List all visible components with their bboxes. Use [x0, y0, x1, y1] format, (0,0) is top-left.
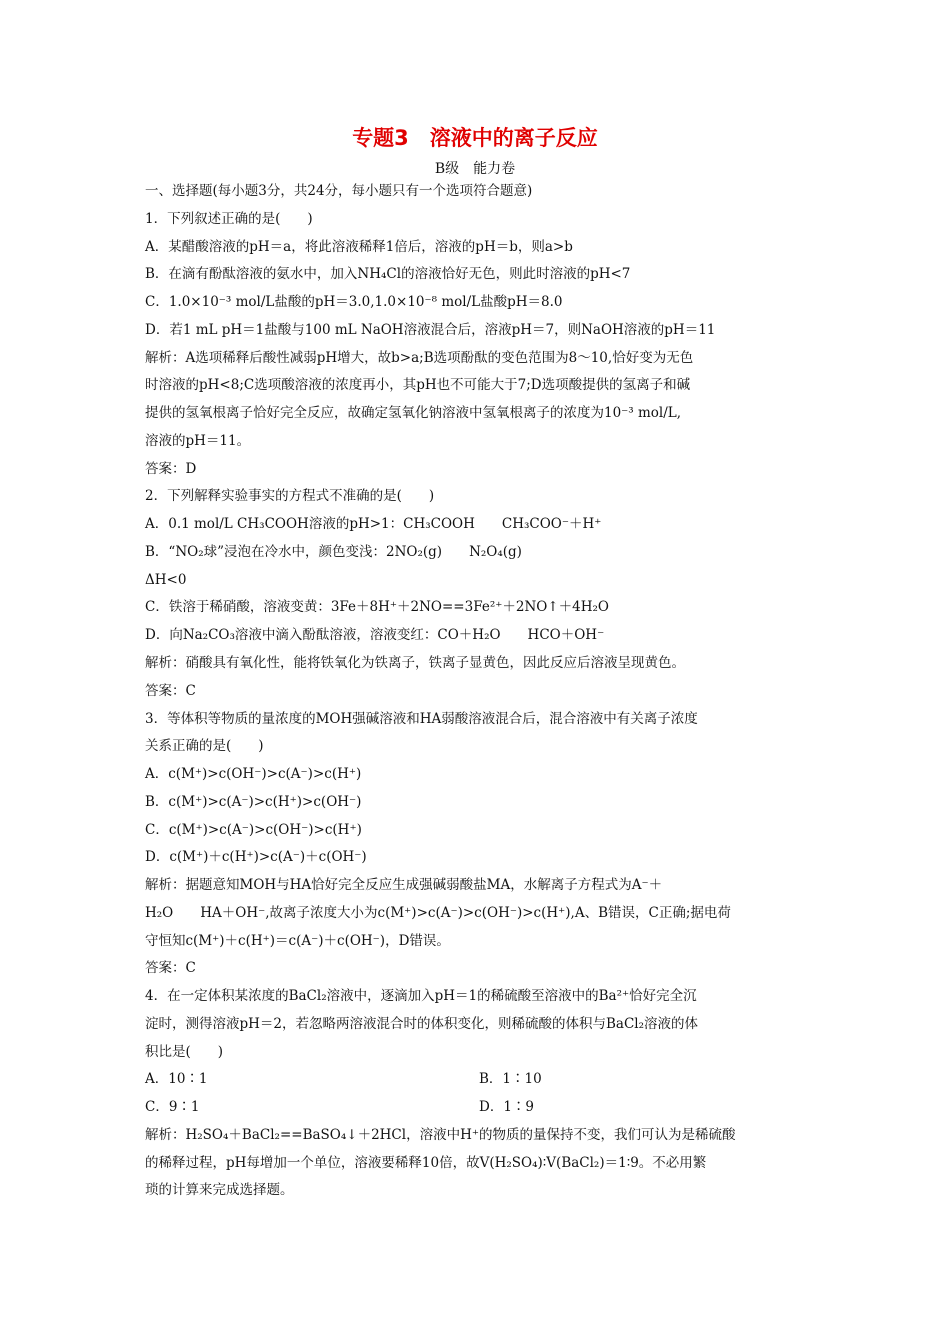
- q3-option-c: C．c(M⁺)>c(A⁻)>c(OH⁻)>c(H⁺): [145, 822, 362, 838]
- q4-analysis-line: 的稀释过程，pH每增加一个单位，溶液要稀释10倍，故V(H₂SO₄)∶V(BaCl₂)＝1∶9。不必用繁: [145, 1155, 707, 1171]
- q1-answer: 答案：D: [145, 461, 197, 477]
- q1-analysis-line: 提供的氢氧根离子恰好完全反应，故确定氢氧化钠溶液中氢氧根离子的浓度为10⁻³ mol/L,: [145, 405, 682, 421]
- q4-stem-line: 淀时，测得溶液pH＝2，若忽略两溶液混合时的体积变化，则稀硫酸的体积与BaCl₂溶液的体: [145, 1016, 699, 1032]
- q4-analysis-line: 解析：H₂SO₄＋BaCl₂==BaSO₄↓＋2HCl，溶液中H⁺的物质的量保持不变，我们可认为是稀硫酸: [145, 1127, 736, 1143]
- q1-option-b: B．在滴有酚酞溶液的氨水中，加入NH₄Cl的溶液恰好无色，则此时溶液的pH<7: [145, 266, 631, 282]
- q3-stem-line: 关系正确的是( ): [145, 738, 264, 754]
- q1-analysis-line: 溶液的pH＝11。: [145, 433, 251, 449]
- q3-option-d: D．c(M⁺)＋c(H⁺)>c(A⁻)＋c(OH⁻): [145, 849, 367, 865]
- q2-answer: 答案：C: [145, 683, 196, 699]
- q4-analysis-line: 琐的计算来完成选择题。: [145, 1182, 294, 1198]
- q4-option-c: C．9∶1: [145, 1099, 200, 1115]
- q4-option-b: B．1∶10: [479, 1071, 542, 1087]
- q4-option-d: D．1∶9: [479, 1099, 535, 1115]
- q2-option-b: B．“NO₂球”浸泡在冷水中，颜色变浅：2NO₂(g) N₂O₄(g): [145, 544, 522, 560]
- q3-analysis-line: 解析：据题意知MOH与HA恰好完全反应生成强碱弱酸盐MA，水解离子方程式为A⁻＋: [145, 877, 663, 893]
- section-heading: 一、选择题(每小题3分，共24分，每小题只有一个选项符合题意): [145, 183, 533, 199]
- q2-option-a: A．0.1 mol/L CH₃COOH溶液的pH>1：CH₃COOH CH₃COO⁻＋H⁺: [145, 516, 602, 532]
- q4-option-a: A．10∶1: [145, 1071, 208, 1087]
- q2-analysis: 解析：硝酸具有氧化性，能将铁氧化为铁离子，铁离子显黄色，因此反应后溶液呈现黄色。: [145, 655, 685, 671]
- page-subtitle: B级 能力卷: [434, 161, 516, 177]
- q3-analysis-line: H₂O HA＋OH⁻,故离子浓度大小为c(M⁺)>c(A⁻)>c(OH⁻)>c(H⁺),A、B错误，C正确;据电荷: [145, 905, 731, 921]
- q3-option-b: B．c(M⁺)>c(A⁻)>c(H⁺)>c(OH⁻): [145, 794, 362, 810]
- q1-analysis-line: 解析：A选项稀释后酸性减弱pH增大，故b>a;B选项酚酞的变色范围为8～10,恰好变为无色: [145, 350, 694, 366]
- q3-analysis-line: 守恒知c(M⁺)＋c(H⁺)＝c(A⁻)＋c(OH⁻)，D错误。: [145, 933, 450, 949]
- q1-analysis-line: 时溶液的pH<8;C选项酸溶液的浓度再小，其pH也不可能大于7;D选项酸提供的氢离子和碱: [145, 377, 691, 393]
- q2-option-b-cont: ΔH<0: [145, 572, 187, 588]
- q4-stem-line: 4．在一定体积某浓度的BaCl₂溶液中，逐滴加入pH＝1的稀硫酸至溶液中的Ba²⁺恰好完全沉: [145, 988, 697, 1004]
- q1-stem: 1．下列叙述正确的是( ): [145, 211, 313, 227]
- page-title: 专题3 溶液中的离子反应: [352, 126, 598, 150]
- q3-stem-line: 3．等体积等物质的量浓度的MOH强碱溶液和HA弱酸溶液混合后，混合溶液中有关离子浓度: [145, 711, 698, 727]
- q2-option-c: C．铁溶于稀硝酸，溶液变黄：3Fe＋8H⁺＋2NO==3Fe²⁺＋2NO↑＋4H₂O: [145, 599, 609, 615]
- q1-option-d: D．若1 mL pH＝1盐酸与100 mL NaOH溶液混合后，溶液pH＝7，则NaOH溶液的pH＝11: [145, 322, 716, 338]
- q2-stem: 2．下列解释实验事实的方程式不准确的是( ): [145, 488, 435, 504]
- q4-stem-line: 积比是( ): [145, 1044, 224, 1060]
- q3-option-a: A．c(M⁺)>c(OH⁻)>c(A⁻)>c(H⁺): [145, 766, 362, 782]
- q1-option-c: C．1.0×10⁻³ mol/L盐酸的pH＝3.0,1.0×10⁻⁸ mol/L盐酸pH＝8.0: [145, 294, 563, 310]
- q1-option-a: A．某醋酸溶液的pH＝a，将此溶液稀释1倍后，溶液的pH＝b，则a>b: [145, 239, 573, 255]
- q3-answer: 答案：C: [145, 960, 196, 976]
- q2-option-d: D．向Na₂CO₃溶液中滴入酚酞溶液，溶液变红：CO＋H₂O HCO＋OH⁻: [145, 627, 605, 643]
